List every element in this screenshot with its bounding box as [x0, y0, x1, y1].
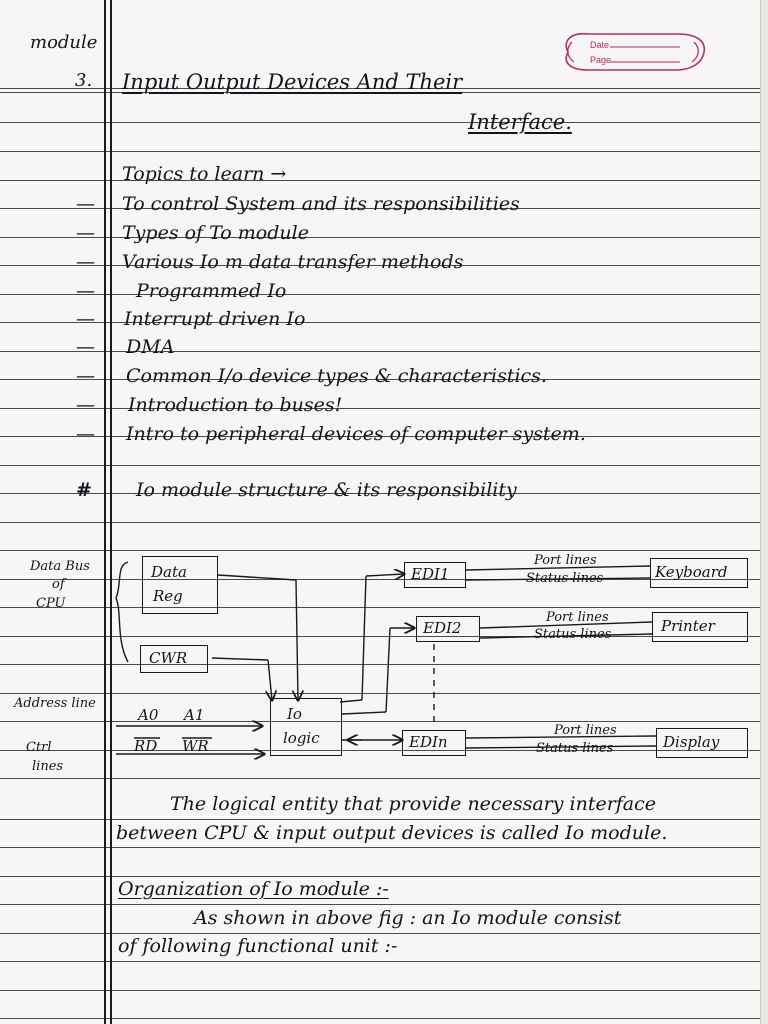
port-lines-label: Port lines: [534, 553, 597, 568]
keyboard-label: Keyboard: [655, 563, 728, 581]
hash-mark: #: [76, 479, 92, 501]
data-reg-line2: Reg: [153, 587, 183, 605]
ctrl-label: Ctrl: [26, 740, 52, 755]
bullet-dash: —: [76, 365, 95, 387]
para1-line2: between CPU & input output devices is called Io module.: [116, 822, 668, 844]
data-bus-label: Data Bus: [30, 559, 90, 574]
edin-label: EDIn: [409, 733, 448, 751]
io-logic-line1: Io: [287, 705, 302, 723]
data-bus-of-label: of: [52, 577, 65, 592]
topic-item: Various Io m data transfer methods: [122, 251, 464, 273]
data-reg-line1: Data: [151, 563, 187, 581]
address-line-label: Address line: [14, 696, 96, 711]
stamp-date-label: Date: [590, 40, 610, 50]
para2-line2: of following functional unit :-: [118, 935, 398, 957]
topic-item: Intro to peripheral devices of computer system.: [126, 423, 586, 445]
bullet-dash: —: [76, 193, 95, 215]
wr-label: WR: [182, 737, 209, 755]
printer-device-box: [652, 612, 748, 642]
topic-item: Introduction to buses!: [128, 394, 343, 416]
bullet-dash: —: [76, 308, 95, 330]
title-line2: Interface.: [468, 110, 572, 134]
bullet-dash: —: [76, 280, 95, 302]
bullet-dash: —: [76, 394, 95, 416]
status-lines-label: Status lines: [534, 627, 612, 642]
edi1-box: [404, 562, 466, 588]
title-line1: Input Output Devices And Their: [122, 70, 463, 94]
stamp-page-label: Page: [590, 55, 612, 65]
port-lines-label: Port lines: [554, 723, 617, 738]
ctrl-lines-label: lines: [32, 759, 64, 774]
display-device-box: [656, 728, 748, 758]
margin-module-label: module: [30, 32, 98, 53]
bullet-dash: —: [76, 423, 95, 445]
rd-label: RD: [134, 737, 158, 755]
topic-item: Types of To module: [122, 222, 309, 244]
status-lines-label: Status lines: [536, 741, 614, 756]
edin-box: [402, 730, 466, 756]
margin-number: 3.: [75, 70, 93, 91]
topic-item: Common I/o device types & characteristics.: [126, 365, 547, 387]
topics-heading: Topics to learn →: [122, 163, 287, 185]
printer-label: Printer: [661, 617, 715, 635]
cwr-box: [140, 645, 208, 673]
data-bus-cpu-label: CPU: [36, 596, 66, 611]
edi2-label: EDI2: [423, 619, 462, 637]
topic-item: Interrupt driven Io: [124, 308, 306, 330]
io-logic-line2: logic: [283, 729, 320, 747]
para2-line1: As shown in above fig : an Io module consist: [194, 907, 622, 929]
port-lines-label: Port lines: [546, 610, 609, 625]
topic-item: Io module structure & its responsibility: [136, 479, 517, 501]
topic-item: To control System and its responsibilities: [122, 193, 520, 215]
io-logic-box: [270, 698, 342, 756]
organization-heading: Organization of Io module :-: [118, 878, 389, 900]
bullet-dash: —: [76, 251, 95, 273]
topic-item: DMA: [126, 336, 175, 358]
edi2-box: [416, 616, 480, 642]
keyboard-device-box: [650, 558, 748, 588]
status-lines-label: Status lines: [526, 571, 604, 586]
topic-item: Programmed Io: [136, 280, 287, 302]
data-reg-box: [142, 556, 218, 614]
bullet-dash: —: [76, 336, 95, 358]
edi1-label: EDI1: [411, 565, 450, 583]
cwr-label: CWR: [149, 649, 188, 667]
para1-line1: The logical entity that provide necessary interface: [170, 793, 657, 815]
a1-label: A1: [184, 706, 205, 724]
bullet-dash: —: [76, 222, 95, 244]
a0-label: A0: [138, 706, 159, 724]
display-label: Display: [663, 733, 720, 751]
